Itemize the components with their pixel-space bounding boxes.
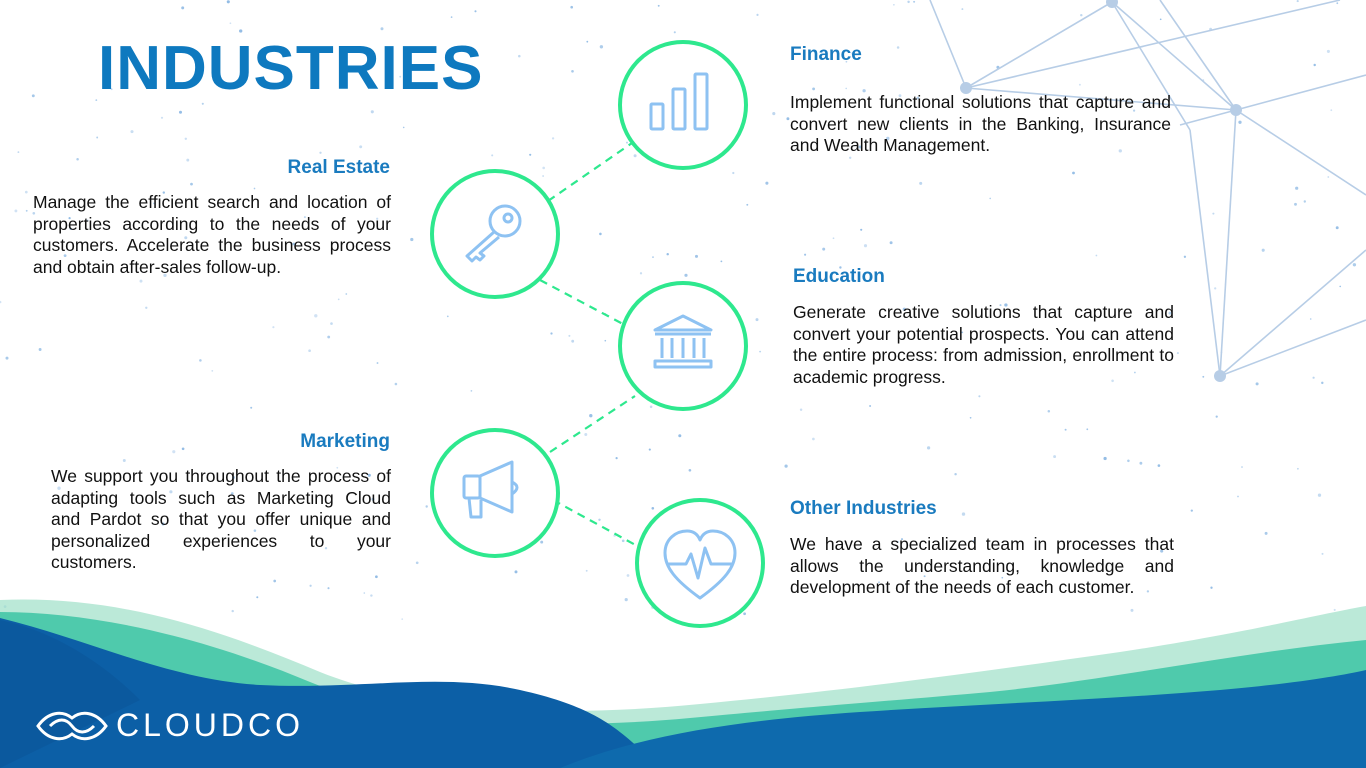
- other-industries-heading: Other Industries: [790, 498, 937, 519]
- page-title: INDUSTRIES: [98, 34, 484, 103]
- marketing-body: We support you throughout the process of adapting tools such as Marketing Cloud and Pardot so that you offer unique and personalized experiences to your customers.: [51, 466, 391, 572]
- logo-text: CLOUDCO: [116, 707, 305, 743]
- education-body: Generate creative solutions that capture and convert your potential prospects. You can attend the entire process: from admission, enrollment to academic progress.: [793, 302, 1174, 387]
- education-heading: Education: [793, 266, 885, 287]
- marketing-heading: Marketing: [300, 431, 390, 452]
- finance-heading: Finance: [790, 44, 862, 65]
- real-estate-body: Manage the efficient search and location of properties according to the needs of your customers. Accelerate the business process and obtain after-sales follow-up.: [33, 192, 391, 277]
- real-estate-heading: Real Estate: [287, 157, 390, 178]
- other-industries-body: We have a specialized team in processes that allows the understanding, knowledge and development of the needs of each customer.: [790, 534, 1174, 597]
- finance-body: Implement functional solutions that capture and convert new clients in the Banking, Insurance and Wealth Management.: [790, 92, 1171, 155]
